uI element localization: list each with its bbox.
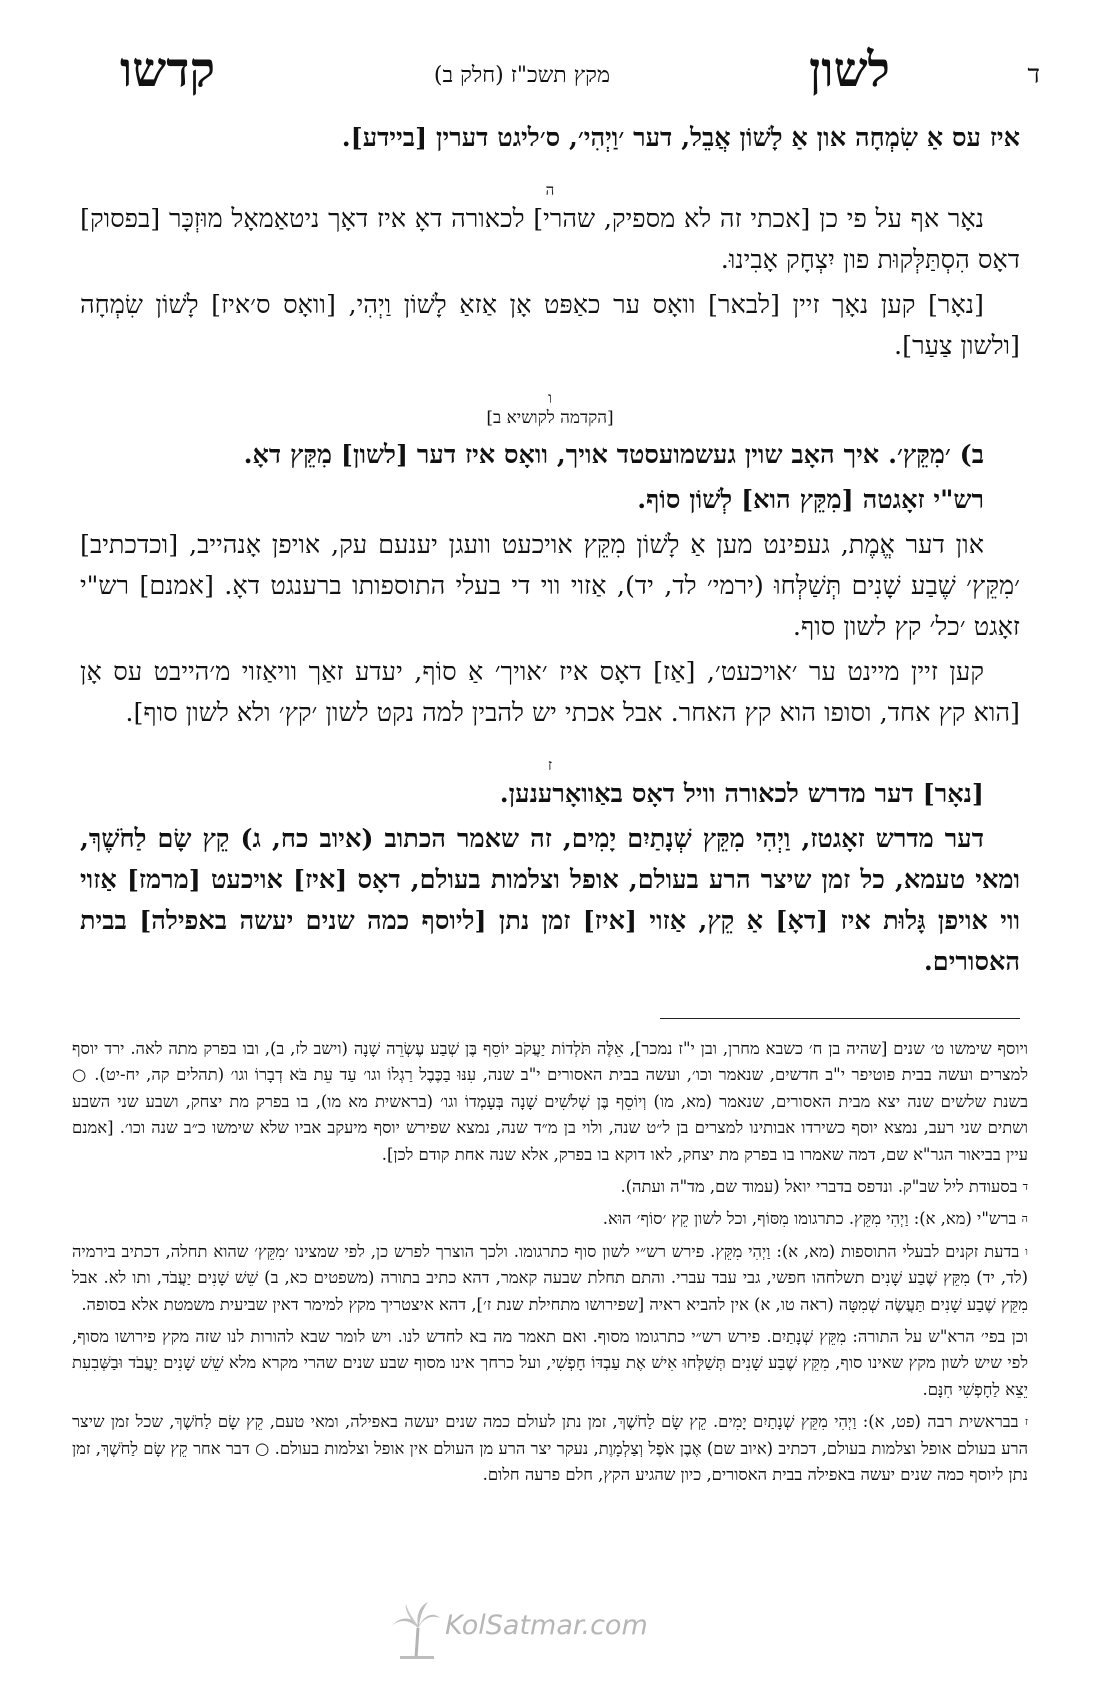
footnote [72,1174,1028,1200]
footnote: וכן בפי׳ הרא"ש על התורה: מִקֵּץ שְׁנָתַיִם. פירש רש״י כתרגומו מסוף. ואם תאמר מה בא לחדש לנו. ויש לומר שבא להורות לנו שזה מקץ פירושו מסוף, לפי שיש לשון מקץ שאינו סוף, מִקֵּץ שֶׁבַע שָׁנִים תְּשַׁלְּחוּ אִישׁ אֶת עַבְדּוֹ חָפְשִׁי, ועל כרחך אינו מסוף שבע שנים שהרי מקרא מלא שֵׁשׁ שָׁנִים יַעֲבֹד וּבַשְּׁבִעִת יֵצֵא לַחָפְשִׁי חִנָּם. [72,1327,1028,1399]
paragraph: דער מדרש זאָגטז, וַיְהִי מִקֵּץ שְׁנָתַיִם יָמִים, זה שאמר הכתוב (איוב כח, ג) קֵץ שָׂם לַחֹשֶׁךְ, ומאי טעמא, כל זמן שיצר הרע בעולם, אופל וצלמות בעולם, דאָס [איז] אויכעט [מרמז] אַזוי ווי אויפן גָּלוּת איז [דאָ] אַ קֵץ, אַזוי [איז] זמן נתן [ליוסף כמה שנים יעשה באפילה] בבית האסורים. [80,824,1020,977]
paragraph: איז עס אַ שִׂמְחָה און אַ לָשׁוֹן אֲבֵל, דער ׳וַיְהִי׳, ס׳ליגט דערין [ביידע]. [341,123,1020,153]
footnote-separator [660,1018,1020,1019]
palm-tree-icon [390,1600,442,1660]
paragraph: [נאָר] דער מדרש לכאורה וויל דאָס באַוואָרענען. [499,779,984,809]
paragraph: [נאָר] קען נאָך זיין [לבאר] וואָס ער כאַפּט אָן אַזאַ לָשׁוֹן וַיְהִי, [וואָס ס׳איז] לָשׁוֹן שִׂמְחָה [ולשון צַעַר]. [80,290,1020,361]
page-number: ד [1027,60,1040,90]
paragraph: רש"י זאָגטה [מִקֵּץ הוא] לְשׁוֹן סוֹף. [637,485,984,515]
footnote-marker: ד [1022,1180,1028,1194]
footnote-marker: ו [1025,1244,1028,1258]
footnote-marker: ה [1021,1212,1028,1226]
section-marker: ז [547,756,553,774]
footnote-text: בבראשית רבה (פט, א): וַיְהִי מִקֵּץ שְׁנָתַיִם יָמִים. קֵץ שָׂם לַחֹשֶׁךְ, זמן נתן לעולם כמה שנים יעשה באפילה, ומאי טעם, קֵץ שָׂם לַחֹשֶׁךְ, שכל זמן שיצר הרע בעולם אופל וצלמות בעולם, דכתיב (איוב שם) אֶבֶן אֹפֶל וְצַלְמָוֶת, נעקר יצר הרע מן העולם אין אופל וצלמות בעולם. ○ דבר אחר קֵץ שָׂם לַחֹשֶׁךְ, זמן נתן ליוסף כמה שנים יעשה באפילה בבית האסורים, כיון שהגיע הקץ, חלם פרעה חלום. [72,1412,1028,1485]
section-marker: ה [545,181,555,199]
footnote-text: בדעת זקנים לבעלי התוספות (מא, א): וַיְהִי מִקֵּץ. פירש רש״י לשון סוף כתרגומו. ולכך הוצרך לפרש כן, לפי שמצינו ׳מִקֵּץ׳ שהוא תחלה, דכתיב בירמיה (לד, יד) מִקֵּץ שֶׁבַע שָׁנִים תשלחהו חפשי, גבי עבד עברי. והתם תחלת שבעה קאמר, דהא כתיב בתורה (משפטים כא, ב) שֵׁשׁ שָׁנִים יַעֲבֹד, ותו לא. אבל מִקֵּץ שֶׁבַע שָׁנִים תַּעֲשֶׂה שְׁמִטָּה (ראה טו, א) אין להביא ראיה [שפירושו מתחילת שנת ז׳], דהא איצטריך מקץ למימר דאין שביעית משמטת אלא בסופה. [72,1241,1028,1314]
footnote [72,1239,1028,1318]
running-header [80,42,1040,102]
paragraph: ב) ׳מִקֵּץ׳. איך האָב שוין געשמועסטד אויך, וואָס איז דער [לשון] מִקֵּץ דאָ. [243,440,984,470]
paragraph: קען זיין מיינט ער ׳אויכעט׳, [אַז] דאָס איז ׳אויך׳ אַ סוֹף, יעדע זאַך וויאַזוי מ׳הייבט עס אָן [הוא קץ אחד, וסופו הוא קץ האחר. אבל אכתי יש להבין למה נקט לשון ׳קץ׳ ולא לשון סוף]. [80,657,1020,728]
watermark-text: KolSatmar.com [445,1610,648,1641]
footnote [72,1206,1028,1232]
footnote: ויוסף שימשו ט׳ שנים [שהיה בן ח׳ כשבא מחרן, ובן י"ז נמכר], אֵלֶּה תֹּלְדוֹת יַעֲקֹב יוֹסֵף בֶּן שְׁבַע עֶשְׂרֵה שָׁנָה (וישב לז, ב), ובו בפרק מתה לאה. ירד יוסף למצרים ועשה בבית פוטיפר י"ב חדשים, שנאמר וכו׳, ועשה בבית האסורים י"ב שנה, עִנּוּ בַכֶּבֶל רַגְלוֹ וגו׳ עַד עֵת בֹּא דְבָרוֹ וגו׳ (תהלים קה, יח-יט). ○ בשנת שלשים שנה יצא מבית האסורים, שנאמר (מא, מו) וְיוֹסֵף בֶּן שְׁלֹשִׁים שָׁנָה בְּעָמְדוֹ וגו׳ (בראשית מא מו), בו בפרק מת יצחק, ושבע שני השבע ושתים שני רעב, נמצא יוסף כשירדו אבותינו למצרים בן ל״ט שנה, ולוי בן מ״ד שנה, נמצא שפירש יוסף מיעקב אביו שלא שימשו כ״ב שנה וכו׳. [אמנם עיין בביאור הגר"א שם, דמה שאמרו בו בפרק מת יצחק, לאו דוקא בו בפרק, אלא שנה אחת קודם לכן]. [72,1039,1029,1164]
footnotes [72,1036,1028,1495]
footnote-text: בסעודת ליל שב"ק. ונדפס בדברי יואל (עמוד שם, מד"ה ועתה). [620,1177,1018,1197]
footnote-text: ברש"י (מא, א): וַיְהִי מִקֵּץ. כתרגומו מִסּוֹף, וכל לשון קֵץ ׳סוֹף׳ הוּא. [602,1209,1017,1229]
paragraph: נאָר אף על פי כן [אכתי זה לא מספיק, שהרי] לכאורה דאָ איז דאָך ניטאַמאָל מוּזְכָּר [בפסוק] דאָס הִסְתַּלְּקוּת פון יִצְחָק אָבִינוּ. [80,204,1020,275]
section-heading: [הקדמה לקושיא ב] [486,408,614,428]
watermark [390,1600,650,1670]
header-title-right: לשון [809,42,890,98]
footnote [72,1409,1028,1488]
header-section: מקץ תשכ"ז (חלק ב) [433,63,610,88]
paragraph: און דער אֱמֶת, געפינט מען אַ לָשׁוֹן מִקֵּץ אויכעט וועגן יענעם עק, אויפן אָנהייב, [וכדכתיב] ׳מִקֵּץ׳ שֶׁבַע שָׁנִים תְּשַׁלְּחוּ (ירמי׳ לד, יד), אַזוי ווי די בעלי התוספותו ברענגט דאָ. [אמנם] רש"י זאָגט ׳כל׳ קץ לשון סוף. [80,530,1020,642]
header-title-left: קדשו [120,42,216,98]
section-marker: ו [548,389,552,407]
main-text [80,118,1020,987]
footnote-marker: ז [1024,1415,1028,1429]
